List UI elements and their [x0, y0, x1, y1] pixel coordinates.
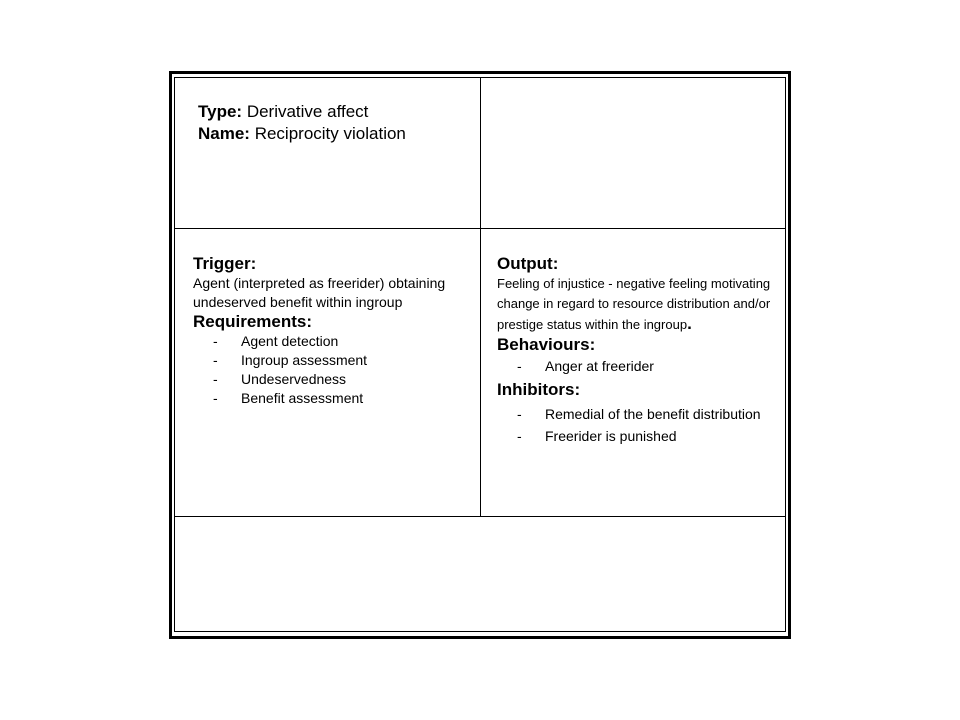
type-line: [198, 101, 468, 123]
divider-vertical-top: [480, 78, 481, 228]
type-value: Derivative affect: [246, 102, 369, 121]
name-value: Reciprocity violation: [254, 124, 406, 143]
list-item: - Remedial of the benefit distribution: [517, 406, 761, 422]
inhibitors-title: Inhibitors:: [497, 380, 581, 399]
type-label: Type:: [198, 102, 243, 121]
requirements-list: [193, 332, 463, 408]
trigger-cell: [193, 254, 463, 408]
list-item: - Undeservedness: [213, 371, 347, 387]
name-label: Name:: [198, 124, 250, 143]
output-cell: [497, 254, 772, 447]
list-item: - Ingroup assessment: [213, 352, 368, 368]
divider-vertical-middle: [480, 229, 481, 516]
behaviours-title: Behaviours:: [497, 335, 596, 354]
behaviours-list: [497, 355, 772, 377]
trigger-text: Agent (interpreted as freerider) obtaining undeserved benefit within ingroup: [193, 275, 446, 310]
requirements-title: Requirements:: [193, 312, 313, 331]
list-item: - Freerider is punished: [517, 428, 677, 444]
header-cell: [198, 101, 468, 145]
inhibitors-list: [497, 403, 772, 447]
output-title: Output:: [497, 254, 559, 273]
divider-horizontal-bottom: [175, 516, 785, 517]
output-text: Feeling of injustice - negative feeling motivating change in regard to resource distribution and/or prestige status within the ingroup.: [497, 276, 771, 333]
name-line: [198, 123, 468, 145]
empty-bottom-cell: [176, 518, 784, 629]
empty-top-right-cell: [482, 79, 784, 227]
list-item: - Benefit assessment: [213, 390, 364, 406]
list-item: - Agent detection: [213, 333, 339, 349]
list-item: - Anger at freerider: [517, 358, 654, 374]
trigger-title: Trigger:: [193, 254, 257, 273]
